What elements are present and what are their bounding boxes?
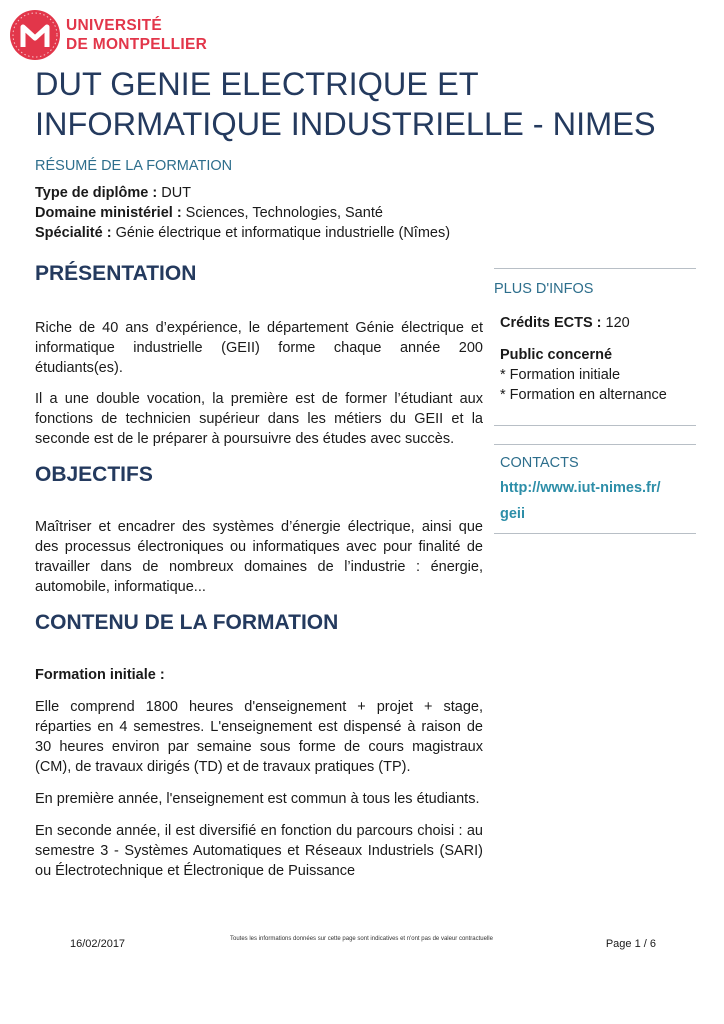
specialite-value: Génie électrique et informatique industrielle (Nîmes) xyxy=(111,225,451,241)
domaine-label: Domaine ministériel : xyxy=(35,205,182,221)
footer-date: 16/02/2017 xyxy=(70,938,126,950)
objectifs-paragraph: Maîtriser et encadrer des systèmes d’énergie électrique, ainsi que des processus électroniques ou informatiques avec pour finalité de travailler dans de nombreux domaines de l’industrie : énergie, automobile, informatique... xyxy=(35,519,483,595)
credits-label: Crédits ECTS : xyxy=(500,315,602,331)
title-line-1: DUT GENIE ELECTRIQUE ET xyxy=(35,66,479,102)
specialite-row xyxy=(35,223,450,243)
footer-disclaimer: Toutes les informations données sur cette page sont indicatives et n'ont pas de valeur contractuelle xyxy=(230,936,493,942)
university-name xyxy=(66,16,207,54)
contenu-paragraph-3: En seconde année, il est diversifié en fonction du parcours choisi : au semestre 3 - Systèmes Automatiques et Réseaux Industriels (SARI) ou Électrotechnique et Électronique de Puissance xyxy=(35,823,483,879)
specialite-label: Spécialité : xyxy=(35,225,112,241)
resume-label: RÉSUMÉ DE LA FORMATION xyxy=(35,158,233,174)
page-title xyxy=(35,64,695,144)
main-content xyxy=(35,262,483,881)
link-text-line-1: http://www.iut-nimes.fr/ xyxy=(500,480,661,496)
page-number: Page 1 / 6 xyxy=(605,938,656,950)
formation-initiale-label: Formation initiale : xyxy=(35,667,165,683)
type-label: Type de diplôme : xyxy=(35,185,158,201)
type-value: DUT xyxy=(157,185,192,201)
diploma-summary xyxy=(35,183,450,243)
logo-line-2: DE MONTPELLIER xyxy=(66,36,208,53)
sidebar-divider xyxy=(494,425,696,426)
university-logo xyxy=(10,8,210,64)
type-row xyxy=(35,183,450,203)
page-footer xyxy=(0,934,724,954)
public-item: * Formation en alternance xyxy=(500,387,667,403)
link-text-line-2: geii xyxy=(500,506,525,522)
credits-row xyxy=(494,313,696,333)
plus-infos-heading: PLUS D'INFOS xyxy=(494,281,594,297)
contacts-heading: CONTACTS xyxy=(500,455,579,471)
sidebar-divider xyxy=(494,268,696,269)
public-item: * Formation initiale xyxy=(500,367,621,383)
sidebar-divider xyxy=(494,444,696,445)
public-label: Public concerné xyxy=(500,347,613,363)
title-line-2: INFORMATIQUE INDUSTRIELLE - NIMES xyxy=(35,106,656,142)
credits-value: 120 xyxy=(601,315,630,331)
domaine-row xyxy=(35,203,450,223)
iut-nimes-link[interactable] xyxy=(494,475,696,527)
university-emblem-icon xyxy=(10,10,60,60)
domaine-value: Sciences, Technologies, Santé xyxy=(181,205,383,221)
objectifs-heading: OBJECTIFS xyxy=(35,463,153,486)
contenu-heading: CONTENU DE LA FORMATION xyxy=(35,611,339,634)
contenu-paragraph-1: Elle comprend 1800 heures d'enseignement + projet + stage, réparties en 4 semestres. L'enseignement est dispensé à raison de 30 heures environ par semaine sous forme de cours magistraux (CM), de travaux dirigés (TD) et de travaux pratiques (TP). xyxy=(35,699,483,775)
presentation-paragraph-1: Riche de 40 ans d’expérience, le département Génie électrique et informatique industrielle (GEII) forme chaque année 200 étudiants(es). xyxy=(35,320,483,376)
presentation-paragraph-2: Il a une double vocation, la première est de former l’étudiant aux fonctions de technicien supérieur dans les métiers du GEII et la seconde est de le préparer à poursuivre des études avec succès. xyxy=(35,391,483,447)
presentation-heading: PRÉSENTATION xyxy=(35,262,197,285)
logo-line-1: UNIVERSITÉ xyxy=(66,17,163,34)
contenu-subheading xyxy=(35,665,483,685)
contenu-paragraph-2: En première année, l'enseignement est commun à tous les étudiants. xyxy=(35,791,480,807)
sidebar-divider xyxy=(494,533,696,534)
info-sidebar xyxy=(494,268,696,534)
